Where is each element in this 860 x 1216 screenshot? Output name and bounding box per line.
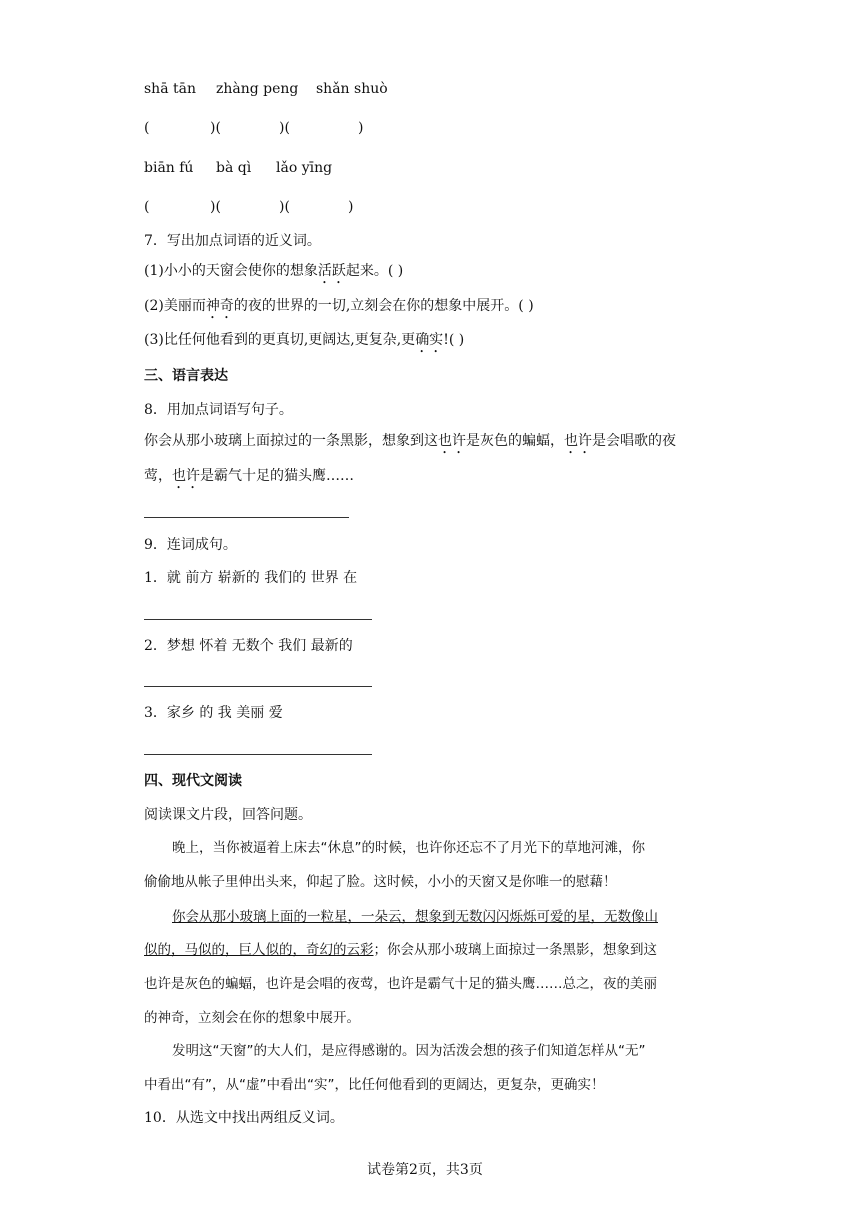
answer-parens-row-1: ( )( )( ) bbox=[144, 120, 364, 136]
passage-line: 也许是灰色的蝙蝠，也许是会唱的夜莺，也许是霸气十足的猫头鹰……总之，夜的美丽 bbox=[144, 976, 657, 992]
pinyin-item: shǎn shuò bbox=[316, 81, 388, 97]
question-7-sentence-2: (2)美丽而神奇的夜的世界的一切,立刻会在你的想象中展开。( ) bbox=[144, 298, 534, 314]
question-10-title: 10．从选文中找出两组反义词。 bbox=[144, 1110, 344, 1126]
question-9-item-3: 3．家乡 的 我 美丽 爱 bbox=[144, 705, 283, 721]
answer-parens-row-2: ( )( )( ) bbox=[144, 199, 354, 215]
dotted-word: 也许 bbox=[172, 468, 200, 484]
dotted-word: 神奇 bbox=[205, 298, 234, 314]
question-8-title: 8．用加点词语写句子。 bbox=[144, 402, 293, 418]
dotted-word: 也许 bbox=[564, 433, 592, 449]
pinyin-item: lǎo yīng bbox=[276, 160, 333, 176]
page-footer: 试卷第2页，共3页 bbox=[367, 1162, 483, 1178]
question-7-title: 7．写出加点词语的近义词。 bbox=[144, 233, 321, 249]
answer-line[interactable] bbox=[144, 619, 372, 620]
pinyin-item: zhàng peng bbox=[216, 81, 299, 97]
dotted-word: 活跃 bbox=[317, 263, 346, 279]
passage-line: 发明这“天窗”的大人们，是应得感谢的。因为活泼会想的孩子们知道怎样从“无” bbox=[172, 1043, 646, 1059]
section-4-heading: 四、现代文阅读 bbox=[144, 773, 242, 789]
dotted-word: 也许 bbox=[438, 433, 466, 449]
passage-underlined-line: 你会从那小玻璃上面的一粒星，一朵云，想象到无数闪闪烁烁可爱的星，无数像山 bbox=[172, 909, 658, 925]
pinyin-item: shā tān bbox=[144, 81, 196, 97]
question-8-line-1: 你会从那小玻璃上面掠过的一条黑影，想象到这也许是灰色的蝙蝠，也许是会唱歌的夜 bbox=[144, 433, 676, 449]
pinyin-item: bà qì bbox=[216, 160, 252, 176]
passage-line: 中看出“有”，从“虚”中看出“实”，比任何他看到的更阔达，更复杂，更确实！ bbox=[144, 1077, 605, 1093]
section-3-heading: 三、语言表达 bbox=[144, 368, 228, 384]
question-7-sentence-1: (1)小小的天窗会使你的想象活跃起来。( ) bbox=[144, 263, 404, 279]
passage-line: 偷偷地从帐子里伸出头来，仰起了脸。这时候，小小的天窗又是你唯一的慰藉！ bbox=[144, 874, 617, 890]
answer-line[interactable] bbox=[144, 686, 372, 687]
answer-line[interactable] bbox=[144, 754, 372, 755]
underlined-text: 似的，马似的，巨人似的，奇幻的云彩 bbox=[144, 942, 374, 958]
passage-line: 的神奇，立刻会在你的想象中展开。 bbox=[144, 1010, 360, 1026]
dotted-word: 确实 bbox=[415, 332, 444, 348]
pinyin-item: biān fú bbox=[144, 160, 194, 176]
question-7-sentence-3: (3)比任何他看到的更真切,更阔达,更复杂,更确实!( ) bbox=[144, 332, 465, 348]
passage-line: 似的，马似的，巨人似的，奇幻的云彩；你会从那小玻璃上面掠过一条黑影，想象到这 bbox=[144, 942, 657, 958]
reading-instruction: 阅读课文片段，回答问题。 bbox=[144, 807, 312, 823]
question-8-line-2: 莺，也许是霸气十足的猫头鹰…… bbox=[144, 468, 354, 484]
question-9-item-1: 1．就 前方 崭新的 我们的 世界 在 bbox=[144, 570, 358, 586]
question-9-title: 9．连词成句。 bbox=[144, 537, 237, 553]
pinyin-row-1 bbox=[144, 79, 388, 99]
pinyin-row-2 bbox=[144, 158, 332, 178]
answer-line[interactable] bbox=[144, 517, 349, 518]
passage-line: 晚上，当你被逼着上床去“休息”的时候，也许你还忘不了月光下的草地河滩，你 bbox=[172, 840, 645, 856]
question-9-item-2: 2．梦想 怀着 无数个 我们 最新的 bbox=[144, 638, 353, 654]
